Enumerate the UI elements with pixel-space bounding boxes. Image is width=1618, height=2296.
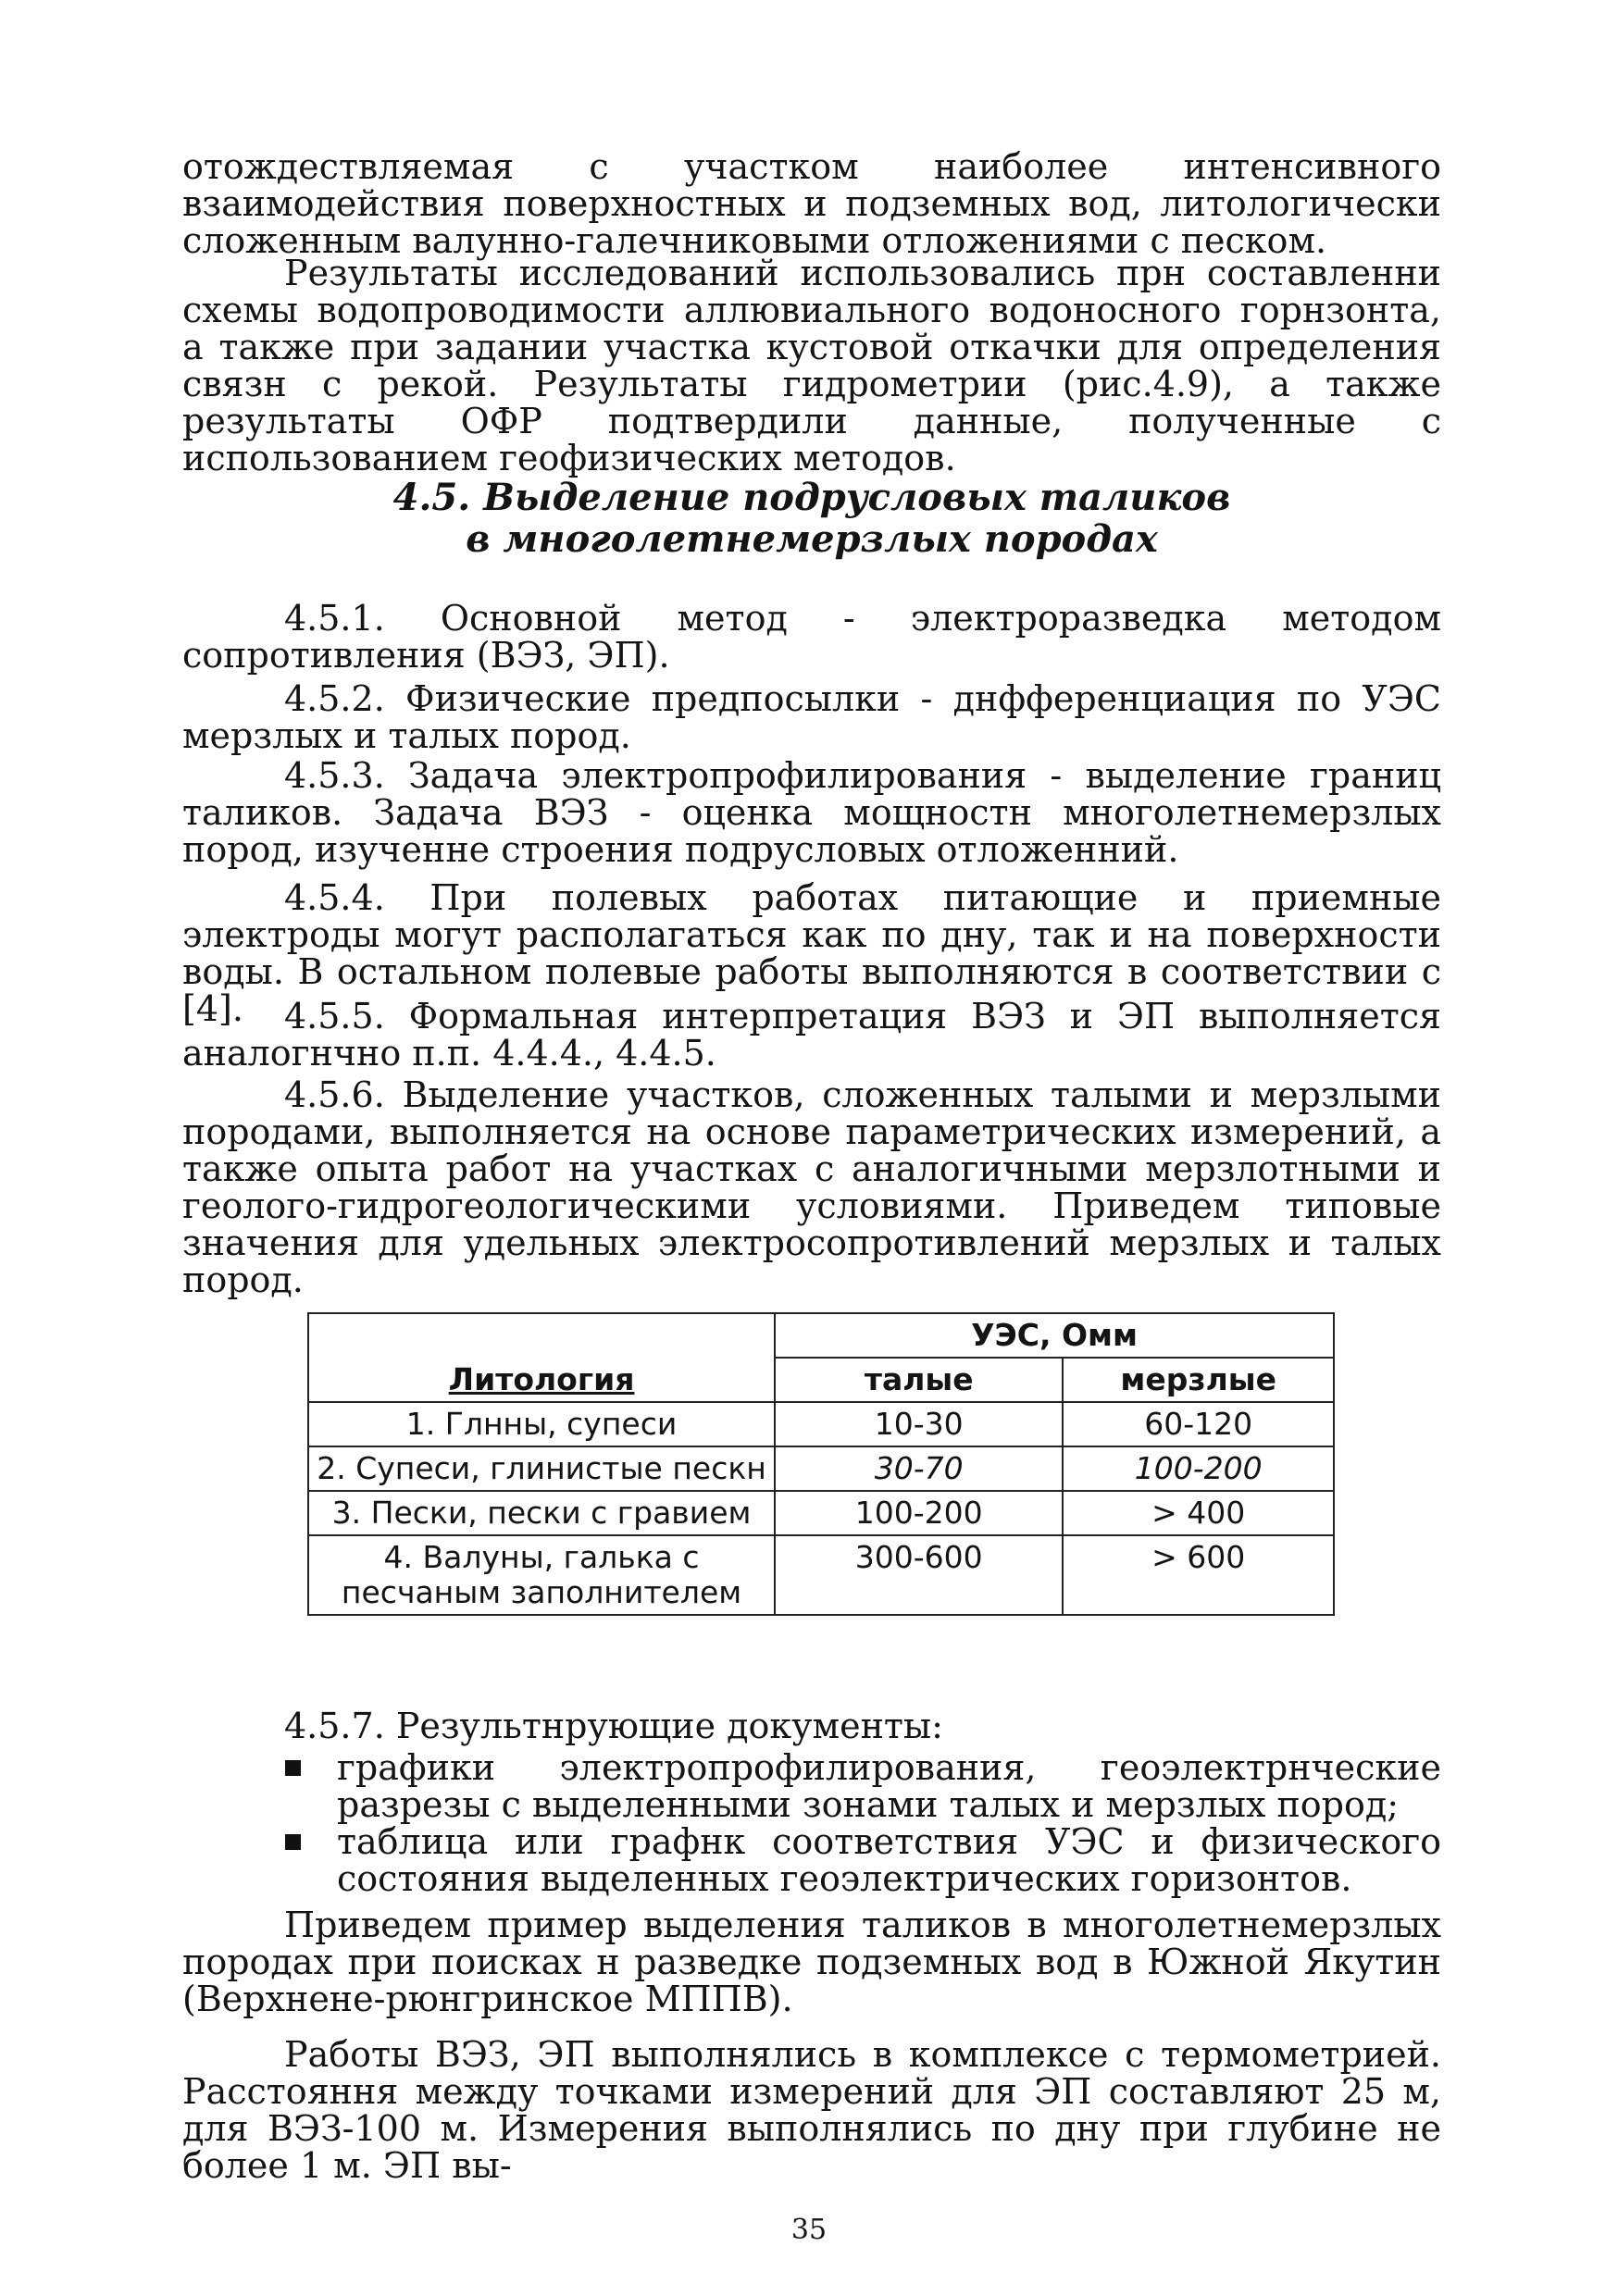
bullet-text: графики электропрофилирования, геоэлектрнческие разрезы с выделенными зонами талых и мерзлых пород; (337, 1747, 1441, 1825)
table-cell-frozen: > 600 (1063, 1535, 1334, 1615)
table-cell-thawed: 300-600 (775, 1535, 1063, 1615)
item-4-5-5: 4.5.5. Формальная интерпретация ВЭЗ и ЭП выполняется аналогнчно п.п. 4.4.4., 4.4.5. (182, 996, 1441, 1074)
item-4-5-4: 4.5.4. При полевых работах питающие и приемные электроды могут располагаться как по дну, так и на поверхности воды. В остальном полевые работы выполняются в соответствии с [4]. (182, 877, 1441, 1029)
table-cell-lithology: 4. Валуны, галька с песчаным заполнителем (308, 1535, 775, 1615)
example-paragraph: Приведем пример выделения таликов в многолетнемерзлых породах при поисках н разведке подземных вод в Южной Якутин (Верхнене-рюнгринское МППВ). (182, 1905, 1441, 2019)
list-item (278, 1749, 1441, 1823)
square-bullet-icon (285, 1760, 301, 1776)
table-header-frozen: мерзлые (1063, 1358, 1334, 1402)
table-header-resistivity: УЭС, Омм (775, 1313, 1334, 1358)
table-row (308, 1402, 1334, 1446)
item-4-5-3: 4.5.3. Задача электропрофилирования - выделение границ таликов. Задача ВЭЗ - оценка мощностн многолетнемерзлых пород, изученне строения подрусловых отложенний. (182, 755, 1441, 870)
item-4-5-7: 4.5.7. Результнрующие документы: (284, 1706, 943, 1746)
intro-paragraph-results: Результаты исследований использовались прн составленни схемы водопроводимости аллювиального водоносного горнзонта, а также при задании участка кустовой откачки для определения связн с рекой. Результаты гидрометрии (рис.4.9), а также результаты ОФР подтвердили данные, полученные с использованием геофизических методов. (182, 253, 1441, 478)
table-cell-lithology: 2. Супеси, глинистые пескн (308, 1446, 775, 1491)
table-cell-lithology: 1. Глнны, супеси (308, 1402, 775, 1446)
resistivity-table (307, 1312, 1335, 1616)
item-4-5-1: 4.5.1. Основной метод - электроразведка методом сопротивления (ВЭЗ, ЭП). (182, 598, 1441, 676)
table-cell-frozen: > 400 (1063, 1491, 1334, 1535)
table-cell-thawed: 30-70 (775, 1446, 1063, 1491)
table-row (308, 1446, 1334, 1491)
results-bullet-list (278, 1749, 1441, 1897)
square-bullet-icon (285, 1834, 301, 1850)
section-heading (182, 477, 1441, 560)
work-paragraph: Работы ВЭЗ, ЭП выполнялись в комплексе с термометрией. Расстояння между точками измерений для ЭП составляют 25 м, для ВЭЗ-100 м. Измерения выполнялись по дну при глубине не более 1 м. ЭП вы- (182, 2034, 1441, 2186)
table-cell-lithology: 3. Пески, пески с гравием (308, 1491, 775, 1535)
section-heading-line2: в многолетнемерзлых породах (466, 517, 1158, 561)
table-cell-frozen: 60-120 (1063, 1402, 1334, 1446)
item-4-5-6: 4.5.6. Выделение участков, сложенных талыми и мерзлыми породами, выполняется на основе параметрических измерений, а также опыта работ на участках с аналогичными мерзлотными и геолого-гидрогеологическими условиями. Приведем типовые значения для удельных электросопротивлений мерзлых и талых пород. (182, 1074, 1441, 1300)
table-cell-thawed: 100-200 (775, 1491, 1063, 1535)
item-4-5-2: 4.5.2. Физические предпосылки - днфференциация по УЭС мерзлых и талых пород. (182, 678, 1441, 756)
table-cell-frozen: 100-200 (1063, 1446, 1334, 1491)
table-header-lithology: Литология (308, 1313, 775, 1402)
table-header-thawed: талые (775, 1358, 1063, 1402)
page-number: 35 (790, 2214, 828, 2246)
table-row (308, 1535, 1334, 1615)
bullet-text: таблица или графнк соответствия УЭС и физического состояния выделенных геоэлектрических горизонтов. (337, 1821, 1441, 1899)
section-heading-line1: 4.5. Выделение подрусловых таликов (392, 476, 1231, 519)
table-row (308, 1491, 1334, 1535)
list-item (278, 1823, 1441, 1897)
intro-paragraph-continuation: отождествляемая с участком наиболее интенсивного взаимодействия поверхностных и подземных вод, литологически сложенным валунно-галечниковыми отложениями с песком. (182, 146, 1441, 261)
table-cell-thawed: 10-30 (775, 1402, 1063, 1446)
